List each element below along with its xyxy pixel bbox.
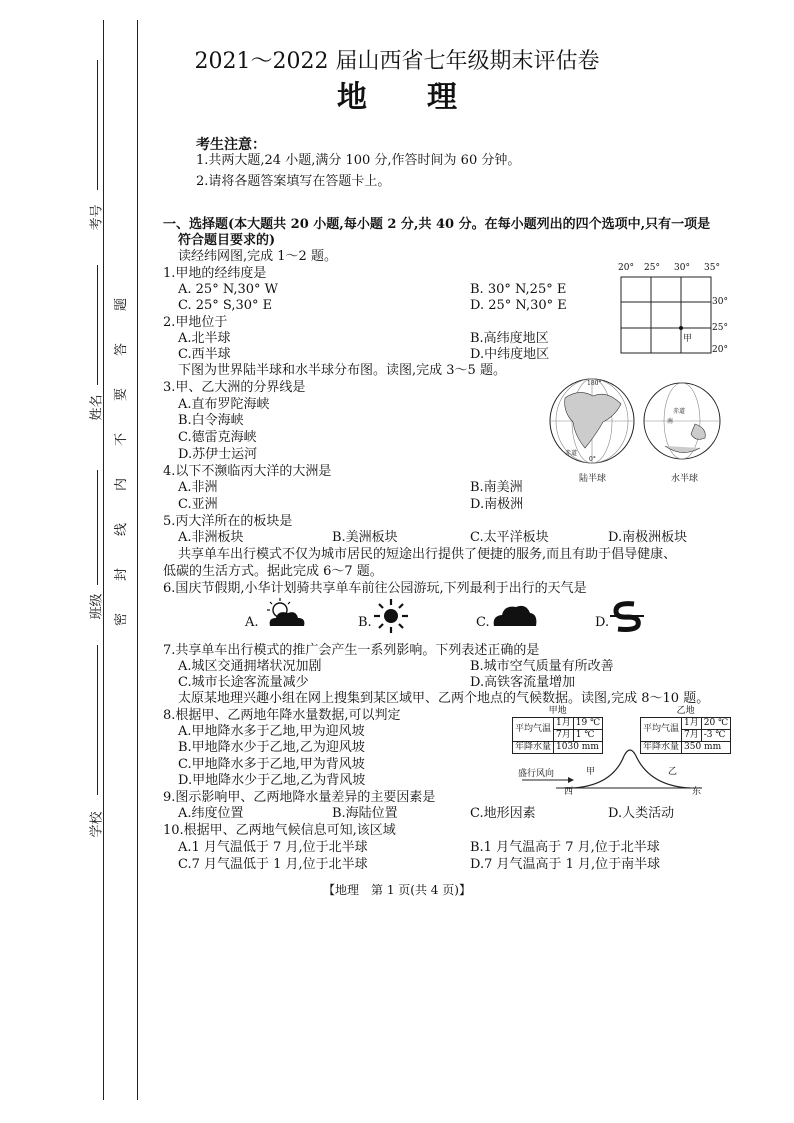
option: A. [245, 615, 259, 630]
lon-label: 35° [704, 263, 720, 273]
rain-header: 年降水量 [641, 742, 682, 754]
question-stem: 2.甲地位于 [163, 315, 228, 330]
question-stem: 1.甲地的经纬度是 [163, 266, 267, 281]
option: C.亚洲 [178, 497, 218, 512]
option: A. 25° N,30° W [178, 282, 279, 297]
lat-label: 20° [712, 345, 728, 355]
option: B.美洲板块 [332, 530, 398, 545]
question-stem: 9.图示影响甲、乙两地降水量差异的主要因素是 [163, 790, 436, 805]
temp-value: -3 ℃ [701, 730, 730, 742]
exam-no-label: 考号 [89, 204, 105, 231]
question-stem: 6.国庆节假期,小华计划骑共享单车前往公园游玩,下列最利于出行的天气是 [163, 581, 587, 596]
equator-mark: 赤道 [565, 450, 578, 457]
option: B.城市空气质量有所改善 [470, 659, 614, 674]
option: C.甲地降水多于乙地,甲为背风坡 [178, 757, 365, 772]
temp-value: 19 ℃ [573, 718, 602, 730]
seal-char: 密 [114, 612, 130, 627]
water-hemisphere-label: 水半球 [671, 474, 699, 484]
question-stem: 8.根据甲、乙两地年降水量数据,可以判定 [163, 708, 401, 723]
seal-char: 内 [114, 477, 130, 492]
option: A.非洲 [178, 480, 218, 495]
lon-label: 20° [618, 263, 634, 273]
typhoon-icon [608, 598, 646, 634]
point-label: 甲 [683, 334, 693, 344]
rain-value: 350 mm [682, 742, 731, 754]
rain-value: 1030 mm [554, 742, 603, 754]
lon-label: 25° [644, 263, 660, 273]
option: A.1 月气温低于 7 月,位于北半球 [178, 840, 368, 855]
class-blank [97, 470, 98, 585]
option: B.1 月气温高于 7 月,位于北半球 [470, 840, 660, 855]
option: C.地形因素 [470, 806, 536, 821]
lat-label: 25° [712, 323, 728, 333]
lat-label: 30° [712, 297, 728, 307]
option: C.7 月气温低于 1 月,位于北半球 [178, 857, 368, 872]
notice-item: 2.请将各题答案填写在答题卡上。 [196, 174, 391, 189]
option: A.纬度位置 [178, 806, 244, 821]
equator-mark: 赤道 [673, 408, 686, 415]
wind-label: 盛行风向 [518, 769, 555, 779]
subject-title: 地 理 [337, 80, 457, 115]
notice-heading: 考生注意： [196, 137, 266, 153]
month-label: 1月 [682, 718, 702, 730]
option: D.人类活动 [608, 806, 675, 821]
intro-text: 低碳的生活方式。据此完成 6～7 题。 [163, 564, 383, 579]
option: D.南极洲 [470, 497, 524, 512]
sunny-icon [373, 598, 409, 634]
school-blank [97, 645, 98, 795]
month-label: 1月 [554, 718, 574, 730]
option: D.苏伊士运河 [178, 447, 258, 462]
climate-figure [512, 706, 732, 796]
option: C.西半球 [178, 347, 231, 362]
page-footer: 【地理 第 1 页(共 4 页)】 [323, 883, 471, 897]
overcast-icon [490, 600, 538, 628]
option: A.非洲板块 [178, 530, 244, 545]
name-label: 姓名 [89, 394, 105, 421]
option: C. 25° S,30° E [178, 298, 273, 313]
option: B.白令海峡 [178, 413, 244, 428]
intro-text: 读经纬网图,完成 1～2 题。 [178, 249, 337, 264]
option: C.德雷克海峡 [178, 430, 257, 445]
option: B.甲地降水少于乙地,乙为迎风坡 [178, 740, 365, 755]
site-name: 甲地 [548, 706, 567, 716]
seal-char: 不 [114, 432, 130, 447]
land-hemisphere-label: 陆半球 [579, 474, 607, 484]
temp-header: 平均气温 [513, 718, 554, 742]
exam-title: 2021～2022 届山西省七年级期末评估卷 [194, 49, 600, 74]
temp-value: 1 ℃ [573, 730, 602, 742]
intro-text: 共享单车出行模式不仅为城市居民的短途出行提供了便捷的服务,而且有助于倡导健康、 [178, 547, 677, 562]
intro-text: 下图为世界陆半球和水半球分布图。读图,完成 3～5 题。 [178, 363, 506, 378]
east-label: 东 [692, 787, 702, 797]
option: C.太平洋板块 [470, 530, 549, 545]
seal-char: 答 [114, 342, 130, 357]
option: D.甲地降水少于乙地,乙为背风坡 [178, 773, 366, 788]
month-label: 7月 [682, 730, 702, 742]
option: B.海陆位置 [332, 806, 398, 821]
option: B. 30° N,25° E [470, 282, 567, 297]
section-heading: 一、选择题(本大题共 20 小题,每小题 2 分,共 40 分。在每小题列出的四个选项中,只有一项是 [163, 217, 711, 232]
cloudy-sun-icon [262, 596, 308, 630]
rain-header: 年降水量 [513, 742, 554, 754]
jia-mark: 甲 [586, 767, 596, 777]
option: B. [358, 615, 372, 630]
seal-char: 封 [114, 567, 130, 582]
zero-mark: 0° [589, 456, 596, 463]
option: A.城区交通拥堵状况加剧 [178, 659, 322, 674]
question-stem: 4.以下不濒临丙大洋的大洲是 [163, 464, 332, 479]
option: B.南美洲 [470, 480, 523, 495]
option: D.南极洲板块 [608, 530, 688, 545]
site-name: 乙地 [676, 706, 695, 716]
notice-item: 1.共两大题,24 小题,满分 100 分,作答时间为 60 分钟。 [196, 153, 521, 168]
option: A.北半球 [178, 331, 231, 346]
question-stem: 7.共享单车出行模式的推广会产生一系列影响。下列表述正确的是 [163, 643, 540, 658]
seal-char: 题 [114, 297, 130, 312]
question-stem: 5.丙大洋所在的板块是 [163, 514, 293, 529]
grid-lines [620, 276, 720, 356]
option: D.中纬度地区 [470, 347, 550, 362]
temp-value: 20 ℃ [701, 718, 730, 730]
option: A.甲地降水多于乙地,甲为迎风坡 [178, 724, 365, 739]
option: A.直布罗陀海峡 [178, 397, 270, 412]
intro-text: 太原某地理兴趣小组在网上搜集到某区域甲、乙两个地点的气候数据。读图,完成 8～10 题。 [178, 691, 710, 706]
month-label: 7月 [554, 730, 574, 742]
seal-char: 线 [114, 522, 130, 537]
yi-mark: 乙 [668, 767, 678, 777]
name-blank [97, 265, 98, 385]
option: C. [476, 615, 490, 630]
margin-line-right [137, 20, 138, 1100]
section-heading-cont: 符合题目要求的) [178, 233, 276, 248]
option: D.高铁客流量增加 [470, 675, 576, 690]
option: D.7 月气温高于 1 月,位于南半球 [470, 857, 661, 872]
lat-lon-grid-figure [612, 260, 742, 360]
seal-char: 要 [114, 387, 130, 402]
option: B.高纬度地区 [470, 331, 549, 346]
option: D. [595, 615, 610, 630]
globe-mark: 180° [587, 380, 602, 387]
class-label: 班级 [89, 593, 105, 620]
west-label: 西 [564, 787, 574, 797]
question-stem: 3.甲、乙大洲的分界线是 [163, 380, 306, 395]
lon-label: 30° [674, 263, 690, 273]
option: D. 25° N,30° E [470, 298, 567, 313]
south-mark: 南 [667, 418, 674, 425]
temp-header: 平均气温 [641, 718, 682, 742]
option: C.城市长途客流量减少 [178, 675, 309, 690]
hemisphere-figure [545, 376, 735, 486]
margin-line-left [103, 20, 104, 1100]
school-label: 学校 [89, 811, 105, 838]
question-stem: 10.根据甲、乙两地气候信息可知,该区域 [163, 823, 396, 838]
